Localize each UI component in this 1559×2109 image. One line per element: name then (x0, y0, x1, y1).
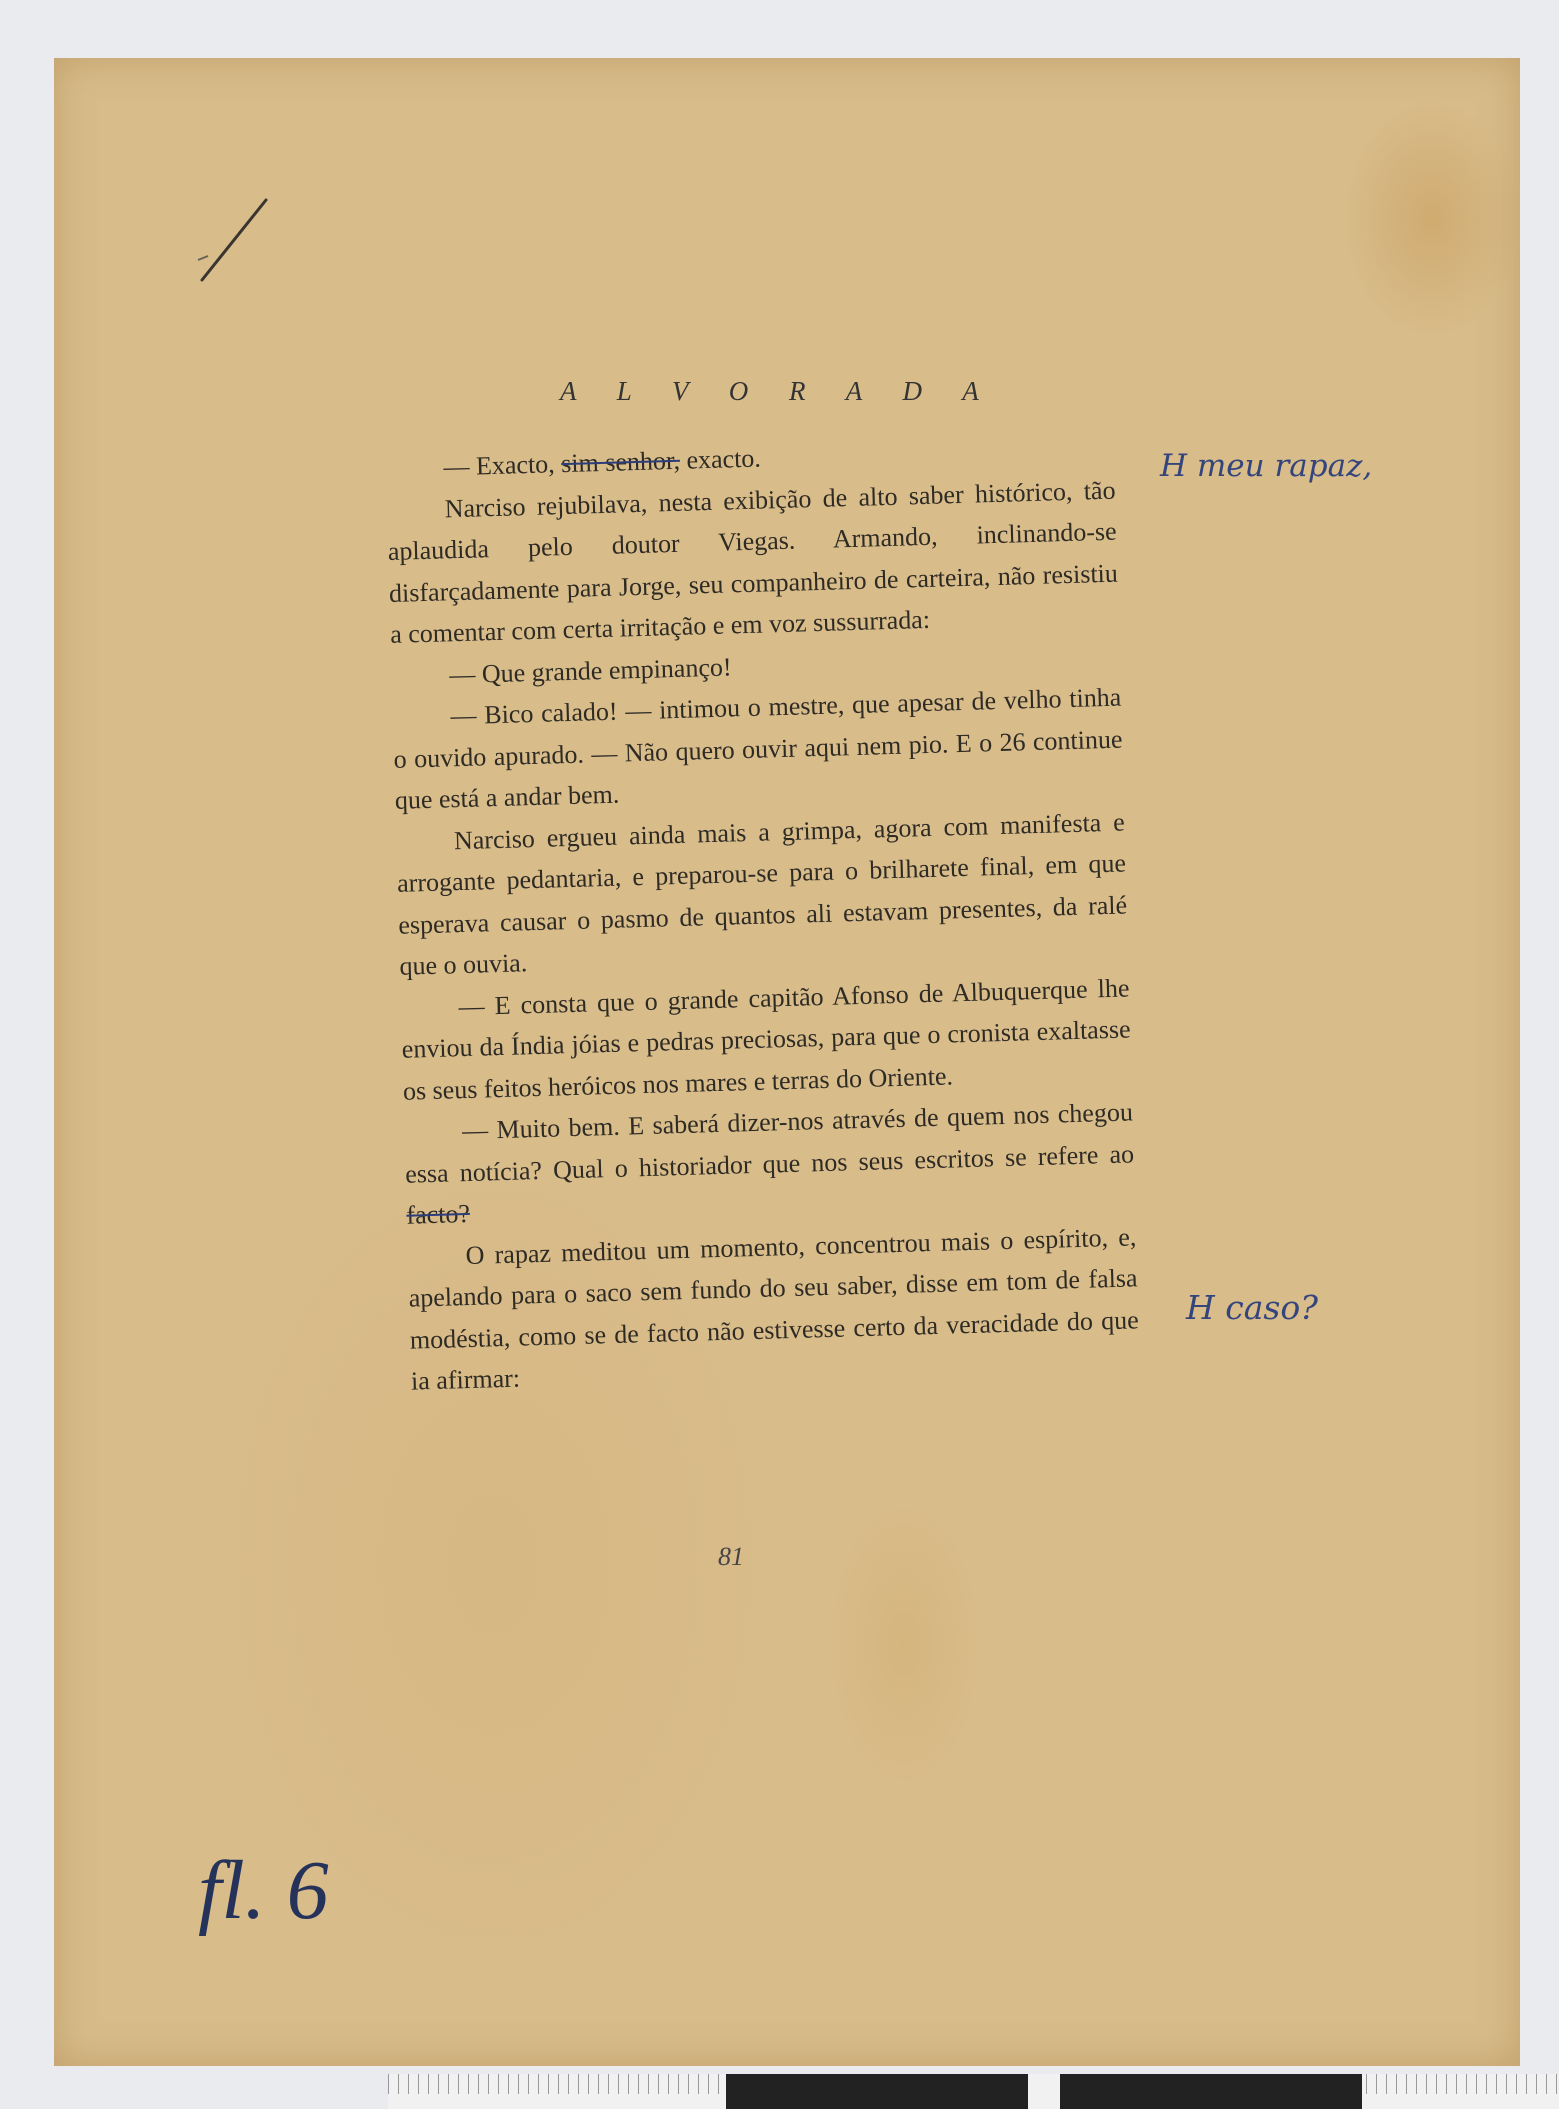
paragraph (392, 677, 1124, 822)
struck-text: sim senhor, (560, 445, 681, 479)
body-text (385, 428, 1140, 1402)
scale-ruler (388, 2074, 1559, 2109)
ruler-ticks (388, 2074, 728, 2094)
paragraph-text: — Que grande empinanço! (448, 651, 732, 689)
paragraph-text: — Muito bem. E saberá dizer-nos através de quem nos chegou essa notícia? Qual o historiador que nos seus escritos se refere ao (404, 1097, 1135, 1189)
running-head: A L V O R A D A (560, 376, 996, 406)
paragraph (395, 801, 1128, 987)
sheet-number-mark: fl. 6 (198, 1844, 329, 1937)
margin-note-top: H meu rapaz, (1160, 448, 1373, 484)
paragraph-text: exacto. (679, 443, 762, 475)
page-number: 81 (718, 1542, 744, 1571)
margin-note-middle: H caso? (1186, 1288, 1318, 1327)
paragraph (404, 1091, 1136, 1236)
paragraph-text: — Bico calado! — intimou o mestre, que apesar de velho tinha o ouvido apurado. — Não quero ouvir aqui nem pio. E o 26 continue que está a andar bem. (393, 682, 1123, 815)
paragraph-text: — Exacto, (443, 449, 562, 482)
ruler-black-block (726, 2074, 1028, 2109)
paragraph (407, 1216, 1140, 1402)
ruler-ticks (1366, 2074, 1559, 2094)
struck-text: facto? (406, 1198, 471, 1230)
ruler-black-block (1060, 2074, 1362, 2109)
paragraph (386, 469, 1119, 655)
paragraph-text: Narciso rejubilava, nesta exibição de alto saber histórico, tão aplaudida pelo doutor Viegas. Armando, inclinando-se disfarçadamente para Jorge, seu companheiro de carteira, não resistiu a comentar com certa irritação e em voz sussurrada: (387, 475, 1119, 649)
paragraph-text: O rapaz meditou um momento, concentrou mais o espírito, e, apelando para o saco sem fundo do seu saber, disse em tom de falsa modéstia, como se de facto não estivesse certo da veracidade do que ia afirmar: (408, 1221, 1140, 1396)
paragraph (400, 967, 1132, 1112)
paragraph-text: Narciso ergueu ainda mais a grimpa, agora com manifesta e arrogante pedantaria, e preparou-se para o brilharete final, em que esperava causar o pasmo de quantos ali estavam presentes, da ralé que o ouvia. (396, 806, 1128, 981)
paragraph-text: — E consta que o grande capitão Afonso de Albuquerque lhe enviou da Índia jóias e pedras preciosas, para que o cronista exaltasse os seus feitos heróicos nos mares e terras do Oriente. (401, 972, 1131, 1106)
pencil-slash-mark (194, 194, 274, 284)
